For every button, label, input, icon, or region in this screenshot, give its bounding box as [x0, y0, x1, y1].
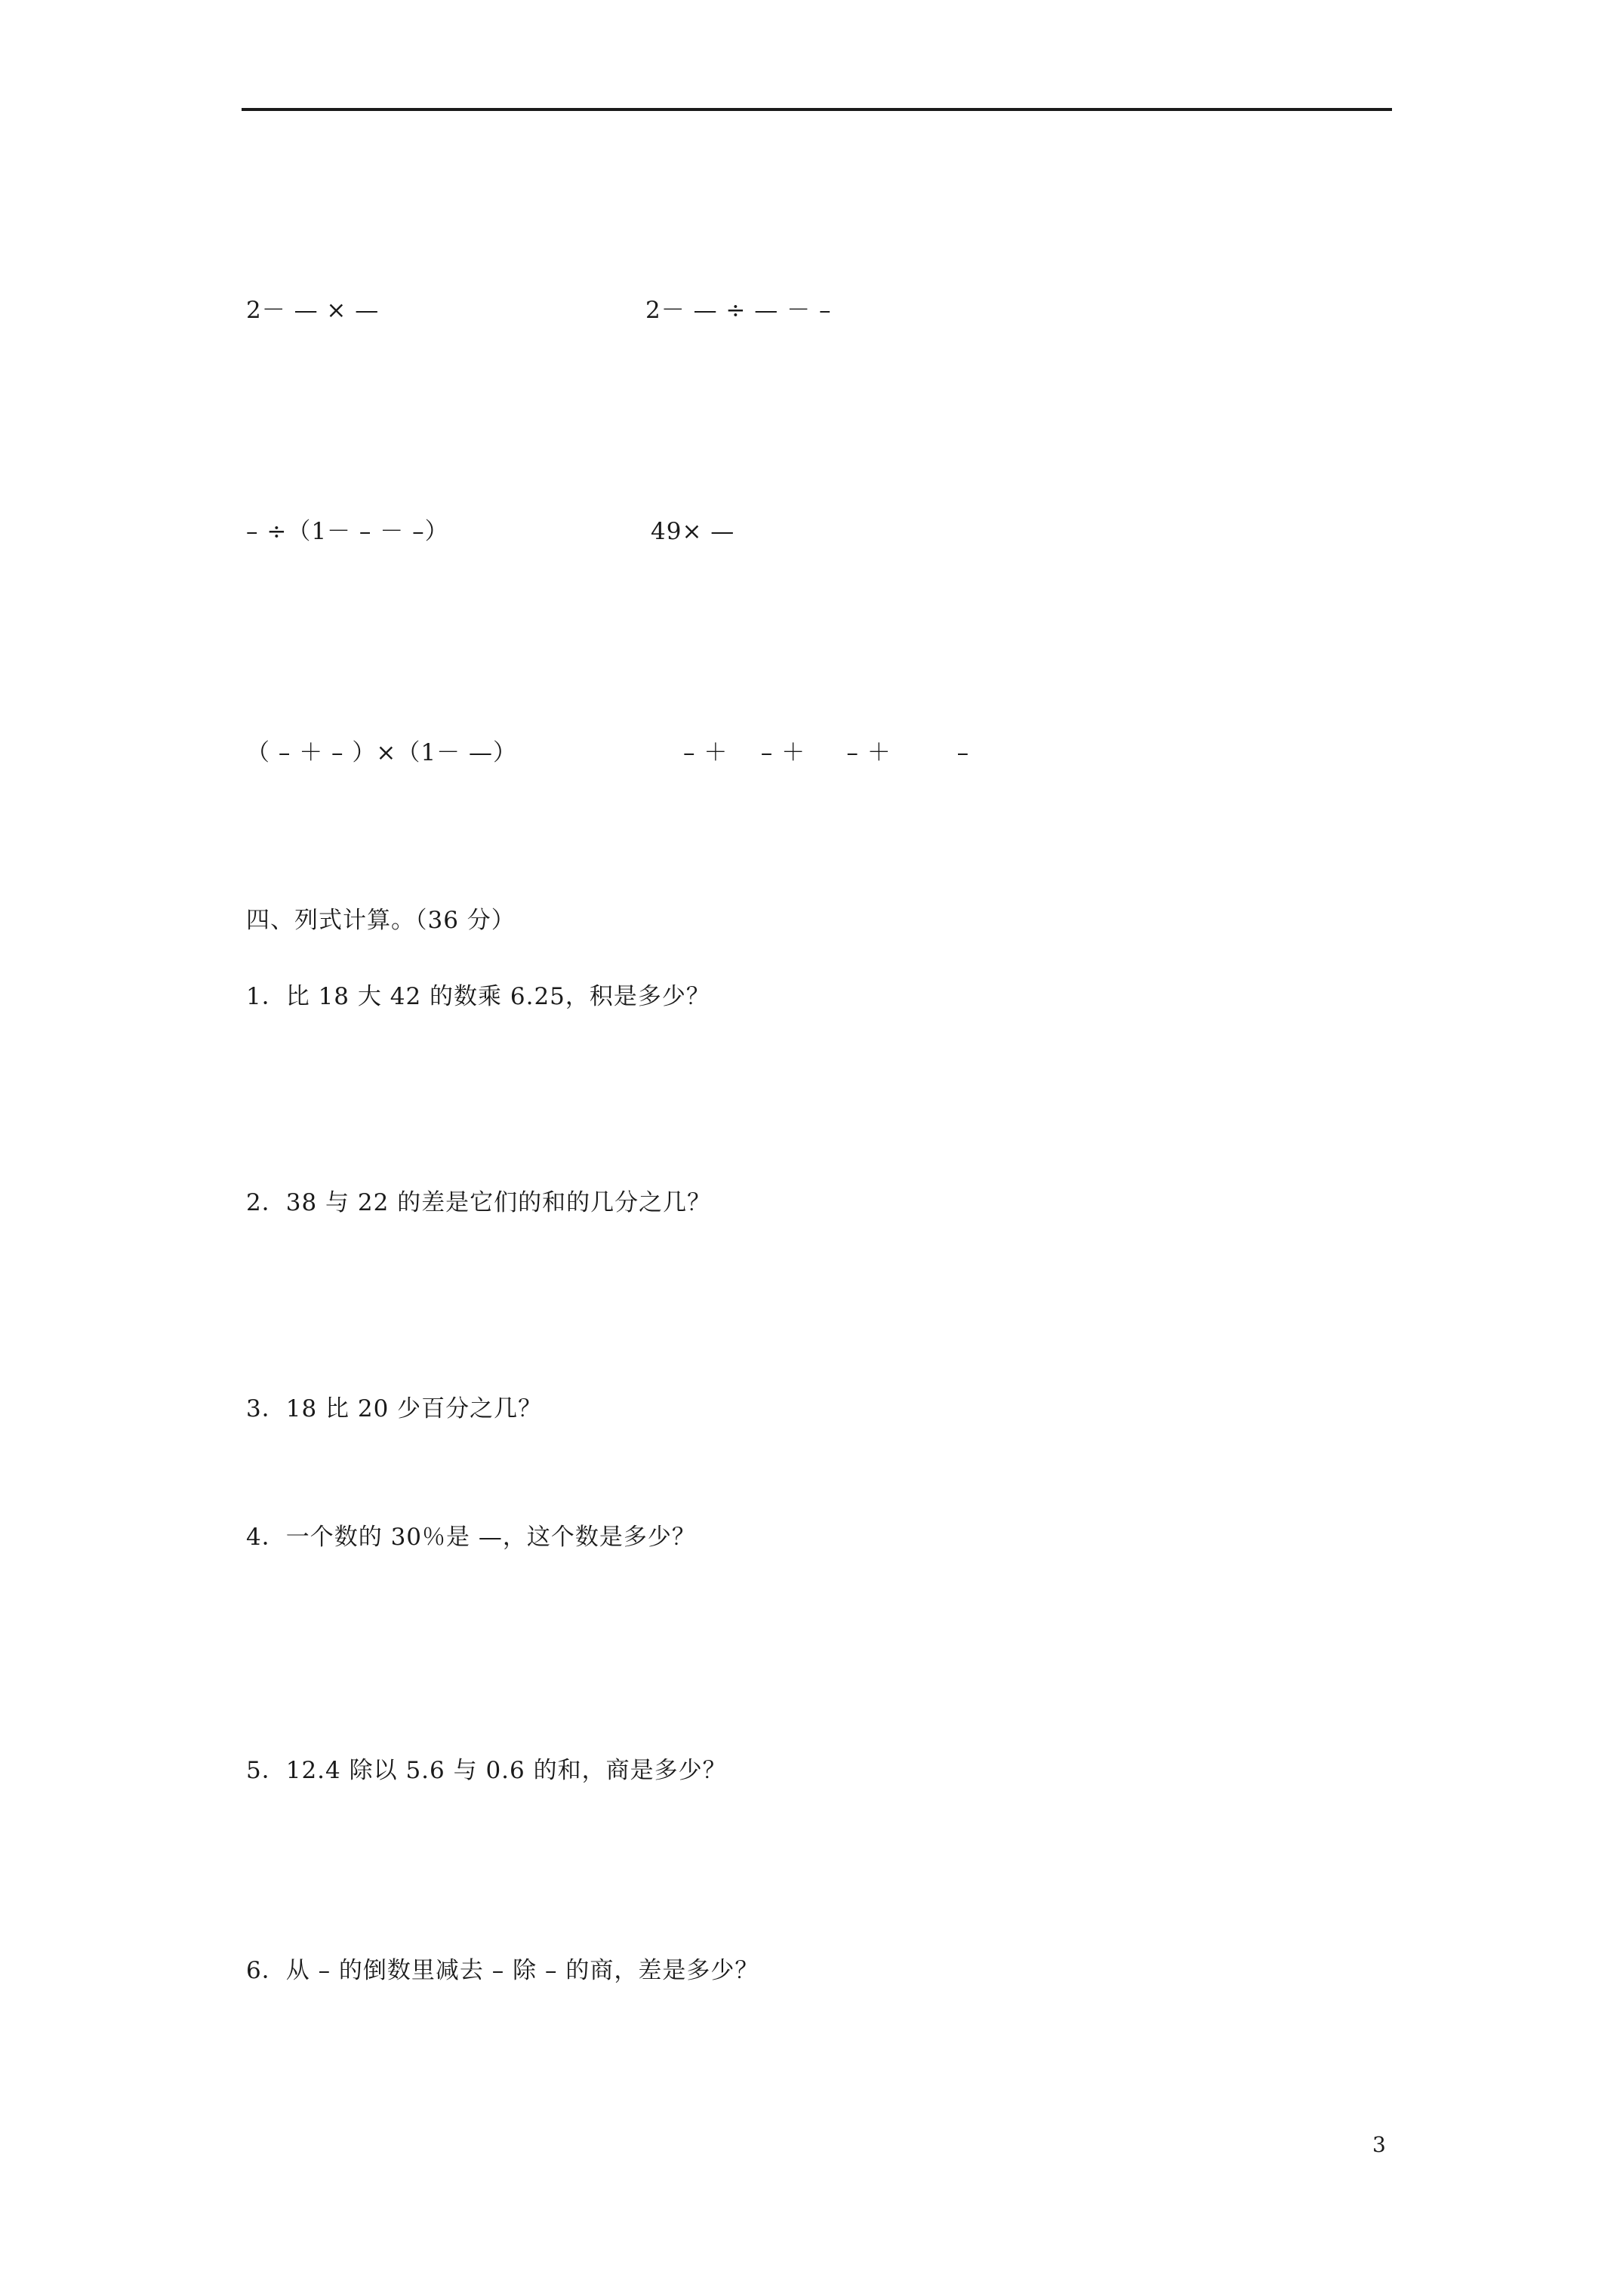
expression-6: – ＋ – ＋ – ＋ – [683, 739, 970, 766]
expression-2: 2－ — ÷ — － – [645, 297, 832, 324]
question-4: 4．一个数的 30％是 —，这个数是多少？ [246, 1524, 696, 1551]
question-2: 2．38 与 22 的差是它们的和的几分之几？ [246, 1189, 712, 1216]
expression-3: – ÷（1－ – － –） [246, 518, 449, 545]
question-5: 5．12.4 除以 5.6 与 0.6 的和，商是多少？ [246, 1757, 727, 1784]
question-3: 3．18 比 20 少百分之几？ [246, 1395, 543, 1422]
question-1: 1．比 18 大 42 的数乘 6.25，积是多少？ [246, 983, 710, 1010]
page-number: 3 [1372, 2132, 1386, 2157]
expression-5: （ – ＋ – ）×（1－ —） [246, 739, 517, 766]
section-title: 四、列式计算。（36 分） [246, 907, 516, 934]
question-6: 6．从 – 的倒数里减去 – 除 – 的商，差是多少？ [246, 1957, 759, 1984]
expression-4: 49× — [651, 518, 735, 545]
header-rule [242, 108, 1392, 111]
expression-1: 2－ — × — [246, 297, 380, 324]
